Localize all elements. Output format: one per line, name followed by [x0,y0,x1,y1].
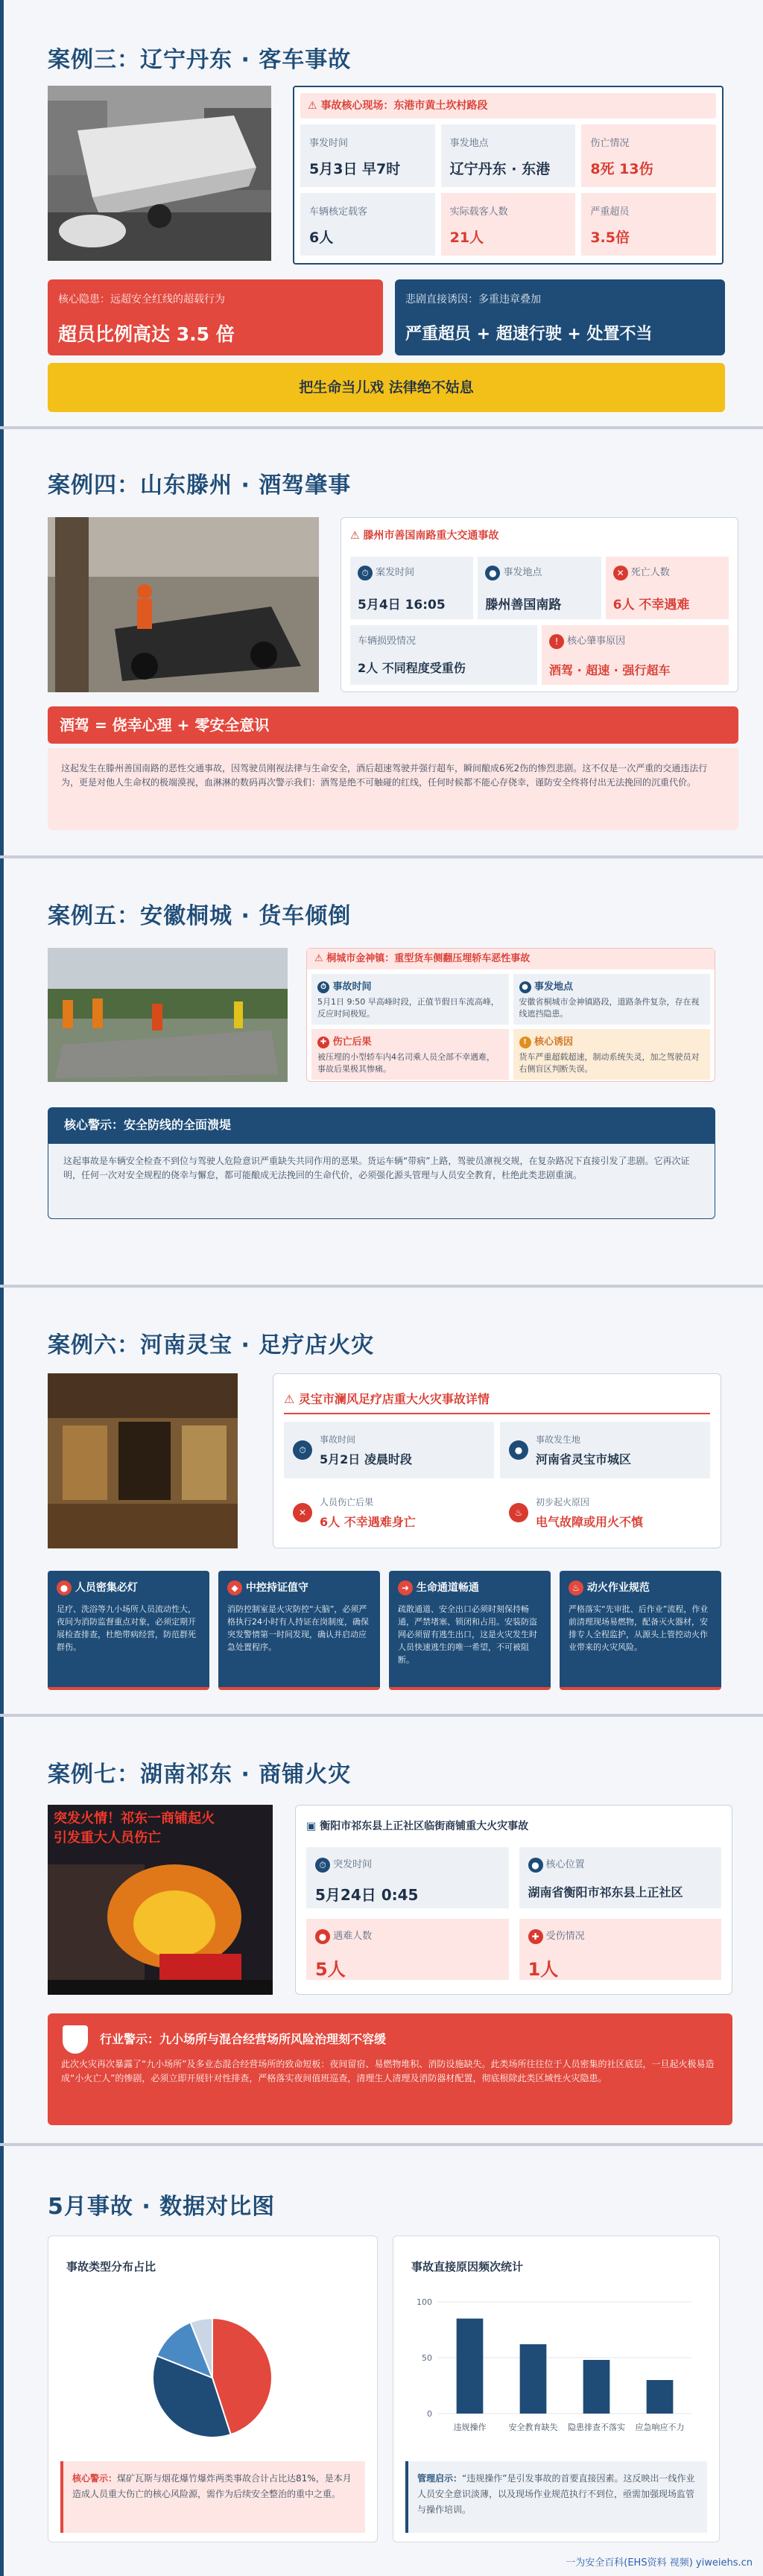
case3-cell [441,124,576,187]
cell-label: ⏱ 突发时间 [315,1856,500,1873]
case7-warn-text: 此次火灾再次暴露了“九小场所”及多业态混合经营场所的致命短板：夜间留宿、易燃物堆积、消防设施缺失。此类场所往往位于人员密集的社区底层，一旦起火极易造成“小火亡人”的惨剧，必须立即开展针对性排查，严格落实夜间值班巡查，清理生人清理及消防器材配置，彻底根除此类区域性火灾隐患。 [61,2059,715,2083]
map-pin-icon: ● [528,1858,543,1873]
exit-icon: ➜ [398,1580,413,1595]
cell-value: 5月24日 0:45 [315,1885,419,1904]
warning-icon: ⚠ [350,530,364,542]
case6-card-row [48,1571,721,1690]
case4-photo [48,517,319,692]
case4-cell [478,557,601,619]
cell-value: 1人 [528,1958,559,1980]
case7-heading [306,1816,721,1837]
card-title: ◆ 中控持证值守 [227,1580,371,1595]
case6-heading [284,1384,710,1414]
case5-heading-text: 桐城市金神镇：重型货车侧翻压埋轿车恶性事故 [326,953,531,964]
case6-title: 案例六：河南灵宝 · 足疗店火灾 [48,1332,375,1358]
cell-value: 辽宁丹东 · 东港 [449,161,551,177]
cell-value: 湖南省衡阳市祁东县上正社区 [528,1884,683,1899]
people-icon: ● [315,1929,330,1944]
card-title: ♨ 动火作业规范 [569,1580,712,1595]
cell-value: 6人 [309,230,334,246]
bar [457,2319,484,2414]
case5-title: 案例五：安徽桐城 · 货车倾倒 [48,903,352,929]
case3-info-panel [293,86,724,265]
case3-cell [300,124,435,187]
case3-scene: 事故核心现场：东港市黄土坎村路段 [320,100,488,112]
case4-cell-grid [350,557,729,619]
card-text: 消防控制室是火灾防控“大脑”，必须严格执行24小时有人持证在岗制度，确保突发警情第一时间发现，确认并启动应急处置程序。 [227,1604,369,1652]
case7-photo-caption: 突发火情！祁东一商铺起火 引发重大人员伤亡 [54,1811,215,1846]
case6-cell-grid [273,1414,721,1548]
slogan-text: 把生命当儿戏 法律绝不姑息 [299,379,474,396]
case3-cell [441,193,576,256]
case3-title: 案例三：辽宁丹东 · 客车事故 [48,47,352,73]
cell-label: 严重超员 [590,206,630,218]
clock-icon: ⏱ [358,566,373,580]
pie-panel [48,2235,378,2542]
case7-photo [48,1805,273,1995]
bar-panel [393,2235,720,2542]
warning-icon: ⚠ [314,953,327,964]
case5-card [513,1029,711,1080]
case6-card [560,1571,721,1690]
cell-value: 滕州善国南路 [485,597,562,613]
cell-value: 河南省灵宝市城区 [536,1452,632,1466]
case5-photo [48,948,288,1082]
building-icon: ▣ [306,1820,320,1832]
x-tick-label: 应急响应不力 [635,2422,685,2432]
case7-warn-box [48,2013,732,2125]
case4-info-panel [341,517,738,692]
hazard-value: 超员比例高达 3.5 倍 [58,323,235,345]
bar-note-label: 管理启示： [417,2473,463,2484]
case4-heading-text: 滕州市善国南路重大交通事故 [363,530,499,542]
case3-cause-box [395,279,725,355]
alert-icon: ! [549,634,564,649]
fire-icon: ♨ [509,1503,528,1522]
shield-icon: ◆ [227,1580,242,1595]
pie-note: 煤矿瓦斯与烟花爆竹爆炸两类事故合计占比达81%，是本月造成人员重大伤亡的核心风险源，需作为后续安全整治的重中之重。 [72,2473,352,2499]
card-title: ! 核心诱因 [519,1034,705,1048]
accent-strip [0,858,4,1285]
pie-note-label: 核心警示： [72,2473,118,2484]
case3-cell [581,193,716,256]
cell-value: 酒驾 · 超速 · 强行超车 [549,662,671,677]
cell-value: 5月3日 早7时 [309,161,401,177]
case6-card [218,1571,380,1690]
cell-label: ✕ 死亡人数 [613,564,721,580]
case5-card [311,1029,509,1080]
case3-cell [300,193,435,256]
banner-text: 酒驾 = 侥幸心理 + 零安全意识 [60,716,270,734]
map-pin-icon: ● [509,1440,528,1460]
pie-chart [130,2303,294,2452]
case7-warn-title: 行业警示：九小场所与混合经营场所风险治理刻不容缓 [100,2032,387,2046]
x-tick-label: 违规操作 [453,2422,487,2432]
cell-label: ● 事发地点 [485,564,593,580]
case4-cell [350,625,537,685]
pie-title: 事故类型分布占比 [66,2260,156,2273]
case5-slide [0,858,763,1288]
warn-title-text: 核心警示：安全防线的全面溃堤 [64,1118,232,1132]
case4-cell [542,625,729,685]
card-text: 严格落实“先审批、后作业”流程，作业前清理现场易燃物，配备灭火器材，安排专人全程监护，从源头上管控动火作业带来的火灾风险。 [569,1604,709,1652]
cell-value: 5人 [315,1958,346,1980]
cell-label: 事故时间 [320,1434,356,1445]
case3-slide [0,0,763,429]
cell-value: 6人 不幸遇难身亡 [320,1515,416,1529]
case5-card-grid [307,969,715,1084]
case7-cell [306,1847,509,1908]
cell-label: 事发地点 [449,138,489,149]
fire-icon: ♨ [569,1580,583,1595]
case7-heading-text: 衡阳市祁东县上正社区临街商铺重大火灾事故 [320,1820,529,1832]
case4-banner [48,706,738,744]
pie-note-box [60,2461,365,2533]
clock-icon: ⏱ [315,1858,330,1873]
case4-heading [350,525,729,546]
case6-heading-text: 灵宝市澜风足疗店重大火灾事故详情 [298,1392,490,1406]
bar-chart [405,2288,707,2460]
people-icon: ● [57,1580,72,1595]
warning-icon: ⚠ [284,1392,299,1406]
accent-strip [0,2146,4,2576]
case5-info-panel [306,948,715,1082]
case5-warn-title [48,1107,715,1143]
stats-slide [0,2146,763,2576]
case3-cell [581,124,716,187]
bar-note: “违规操作”是引发事故的首要直接因素。这反映出一线作业人员安全意识淡薄，以及现场作业规范执行不到位，亟需加强现场监管与操作培训。 [417,2473,695,2515]
case4-slide [0,429,763,858]
case5-heading [307,949,715,969]
accent-strip [0,429,4,855]
injury-icon: ✚ [317,1037,329,1048]
case3-hazard-box [48,279,383,355]
case6-card [389,1571,551,1690]
accent-strip [0,1717,4,2143]
case4-desc-box [48,748,738,830]
case6-cell [284,1484,494,1541]
case5-warn-box [48,1143,715,1219]
bar-title: 事故直接原因频次统计 [411,2260,524,2273]
cell-value: 21人 [449,230,484,246]
cell-value: 6人 不幸遇难 [612,597,690,613]
case5-card [311,974,509,1025]
card-title: ✚ 伤亡后果 [317,1034,503,1048]
case6-cell [500,1484,710,1541]
card-text: 安徽省桐城市金神镇路段，道路条件复杂，存在视线遮挡隐患。 [519,996,700,1019]
warning-icon: ⚠ [308,100,321,112]
case7-cell [519,1919,722,1980]
accent-strip [0,1288,4,1714]
map-pin-icon: ● [485,566,500,580]
case4-cell [606,557,729,619]
bar [647,2380,674,2414]
case4-title: 案例四：山东滕州 · 酒驾肇事 [48,472,352,499]
cell-value: 5月4日 16:05 [358,597,446,613]
clock-icon: ⏱ [317,981,329,993]
cause-label: 悲剧直接诱因：多重违章叠加 [405,294,541,306]
stats-title: 5月事故 · 数据对比图 [48,2194,276,2220]
y-tick-label: 50 [422,2353,432,2363]
case6-cell [284,1422,494,1478]
case7-slide [0,1717,763,2146]
case4-cell [350,557,473,619]
cell-label: 初步起火原因 [536,1497,590,1507]
skull-icon: ✕ [293,1503,312,1522]
case7-info-panel [295,1805,732,1995]
case7-title: 案例七：湖南祁东 · 商铺火灾 [48,1762,352,1788]
skull-icon: ✕ [613,566,628,580]
cell-value: 电气故障或用火不慎 [536,1515,644,1529]
card-title: ⏱ 事故时间 [317,978,503,993]
watermark: 一为安全百科(EHS资料 视频) yiweiehs.cn [566,2557,753,2569]
clock-icon: ⏱ [293,1440,312,1460]
cell-value: 5月2日 凌晨时段 [320,1452,412,1466]
case3-scene-header [300,93,716,118]
cell-value: 3.5倍 [590,230,630,246]
cell-label: ✚ 受伤情况 [528,1928,713,1944]
card-text: 货车严重超载超速，制动系统失灵，加之驾驶员对右侧盲区判断失误。 [519,1051,700,1074]
x-tick-label: 安全教育缺失 [508,2422,558,2432]
map-pin-icon: ● [519,981,531,993]
case6-card [48,1571,209,1690]
card-text: 疏散通道、安全出口必须时刻保持畅通，严禁堵塞、锁闭和占用。安装防盗网必须留有逃生出口，这是火灾发生时人员快速逃生的唯一希望，不可被阻断。 [398,1604,537,1665]
case6-cell [500,1422,710,1478]
y-tick-label: 100 [417,2297,432,2307]
bar [520,2344,547,2414]
case5-card [513,974,711,1025]
card-title: ● 事发地点 [519,978,705,993]
case7-cell [519,1847,722,1908]
shield-icon [63,2025,88,2054]
cell-label: 人员伤亡后果 [320,1497,374,1507]
card-text: 5月1日 9:50 早高峰时段，正值节假日车流高峰，反应时间极短。 [317,996,499,1019]
cell-label: 车辆损毁情况 [358,636,417,647]
accent-strip [0,0,4,426]
case3-cell-grid [294,118,722,256]
cell-label: ● 遇难人数 [315,1928,500,1944]
cell-label: ⏱ 案发时间 [358,564,466,580]
case3-photo [48,86,271,261]
card-text: 足疗、洗浴等九小场所人员流动性大，夜间为消防监督重点对象，必须定期开展检查排查，杜绝带病经营，防范群死群伤。 [57,1604,196,1652]
case6-info-panel [273,1373,721,1548]
alert-icon: ! [519,1037,531,1048]
cause-value: 严重超员 + 超速行驶 + 处置不当 [405,325,653,344]
cell-label: 实际载客人数 [449,206,508,218]
case7-cell-grid [296,1837,732,1990]
bar-note-box [405,2461,707,2533]
case5-warn-text: 这起事故是车辆安全检查不到位与驾驶人危险意识严重缺失共同作用的恶果。货运车辆“带病”上路，驾驶员凛视交规，在复杂路况下直接引发了悲剧。它再次证明，任何一次对安全规程的侥幸与懈怠，都可能酿成无法挽回的生命代价，必须强化源头管理与人员安全教育，杜绝此类悲剧重演。 [63,1156,690,1180]
cell-label: ! 核心肇事原因 [549,633,721,649]
cell-label: 车辆核定载客 [309,206,368,218]
y-tick-label: 0 [427,2409,432,2419]
cell-label: ● 核心位置 [528,1856,713,1873]
cell-value: 8死 13伤 [590,161,653,177]
hazard-label: 核心隐患：远超安全红线的超载行为 [58,294,225,306]
case6-slide [0,1288,763,1717]
case7-cell [306,1919,509,1980]
cell-label: 事发时间 [309,138,349,149]
card-title: ➜ 生命通道畅通 [398,1580,542,1595]
cell-value: 2人 不同程度受重伤 [358,661,466,675]
cell-label: 事故发生地 [536,1434,581,1445]
case3-slogan-bar [48,363,725,412]
case6-photo [48,1373,238,1548]
bar [583,2360,610,2414]
medical-icon: ✚ [528,1929,543,1944]
card-title: ● 人员密集必灯 [57,1580,200,1595]
case4-cell-grid-2 [350,625,729,685]
card-text: 被压埋的小型轿车内4名司乘人员全部不幸遇难，事故后果极其惨痛。 [317,1051,495,1074]
x-tick-label: 隐患排查不落实 [568,2422,625,2432]
cell-label: 伤亡情况 [590,138,630,149]
case4-desc: 这起发生在滕州善国南路的恶性交通事故，因驾驶员刚视法律与生命安全，酒后超速驾驶并强行超车，瞬间酿成6死2伤的惨烈悲剧。这不仅是一次严重的交通违法行为，更是对他人生命权的极端漠视，血淋淋的数码再次警示我们：酒驾是绝不可触碰的红线，任何时候都不能心存侥幸，谨防安全终将付出无法挽回的沉重代价。 [61,763,708,788]
